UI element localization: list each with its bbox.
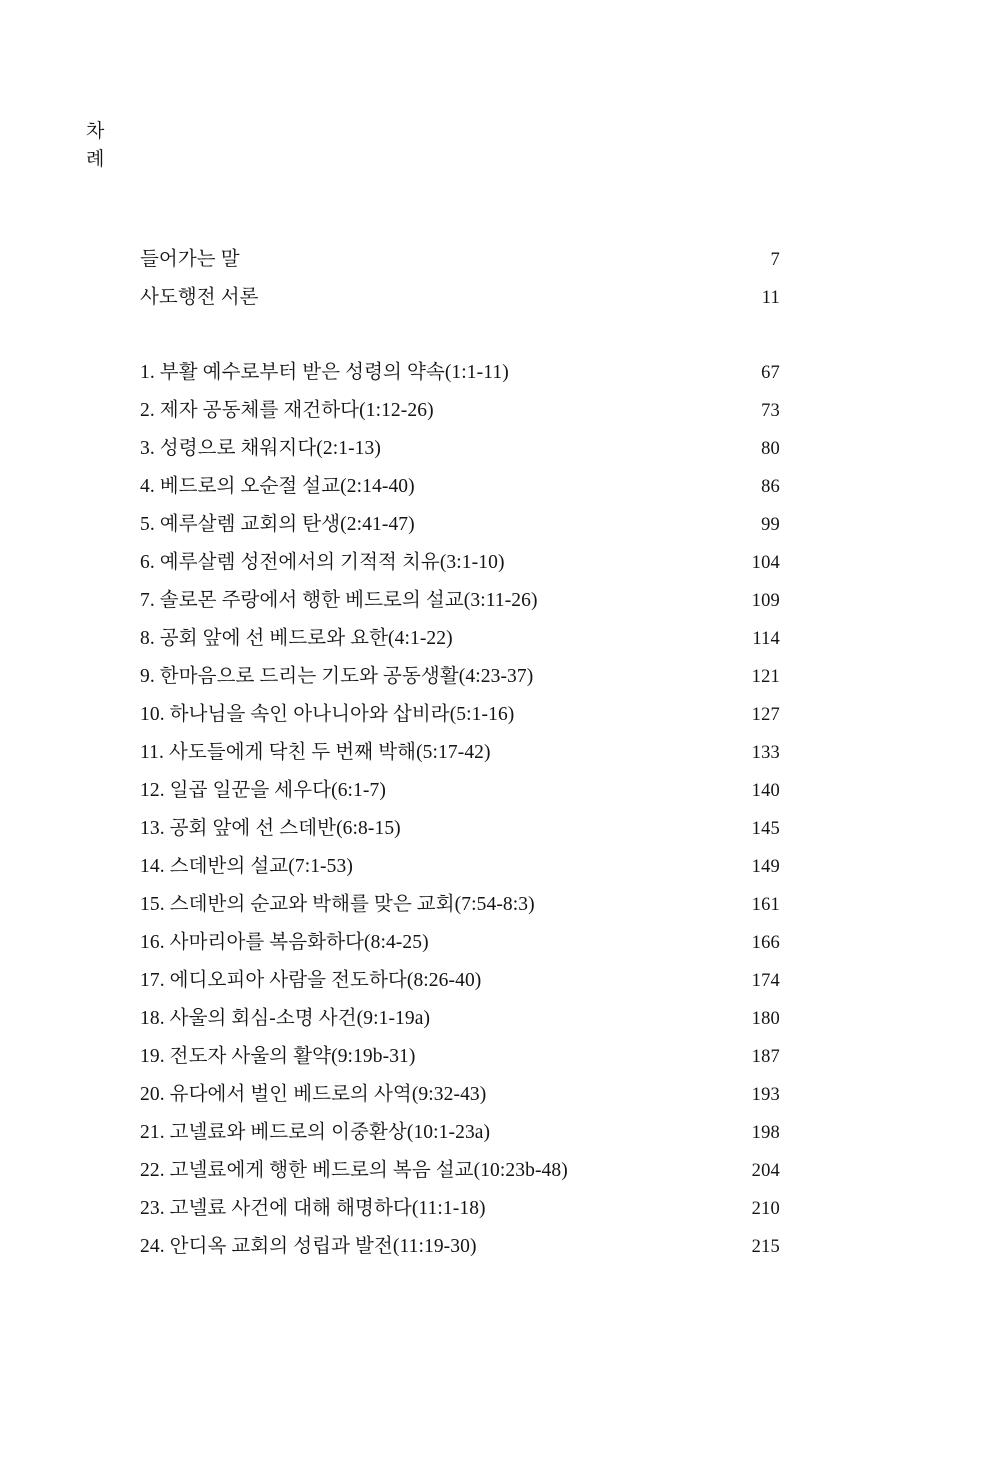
list-item[interactable] [140,250,780,288]
entry-title: 22. 고넬료에게 행한 베드로의 복음 설교(10:23b-48) [140,1160,568,1181]
chapter-list [140,363,780,1275]
entry-title: 5. 예루살렘 교회의 탄생(2:41-47) [140,514,415,535]
table-row[interactable] [140,591,780,629]
table-row[interactable] [140,1085,780,1123]
entry-title: 7. 솔로몬 주랑에서 행한 베드로의 설교(3:11-26) [140,590,538,611]
page-title-char-2: 례 [86,148,105,170]
entry-page-number: 187 [751,1047,780,1067]
entry-page-number: 86 [761,477,780,497]
list-item[interactable] [140,288,780,326]
entry-page-number: 174 [751,971,780,991]
entry-page-number: 193 [751,1085,780,1105]
entry-page-number: 140 [751,781,780,801]
table-row[interactable] [140,439,780,477]
table-row[interactable] [140,1009,780,1047]
entry-page-number: 145 [751,819,780,839]
entry-page-number: 127 [751,705,780,725]
table-row[interactable] [140,477,780,515]
table-row[interactable] [140,1161,780,1199]
entry-title: 1. 부활 예수로부터 받은 성령의 약속(1:1-11) [140,362,509,383]
entry-page-number: 73 [761,401,780,421]
entry-title: 21. 고넬료와 베드로의 이중환상(10:1-23a) [140,1122,491,1143]
entry-title: 20. 유다에서 벌인 베드로의 사역(9:32-43) [140,1084,487,1105]
table-row[interactable] [140,971,780,1009]
page-title-char-1: 차 [86,121,105,142]
entry-title: 2. 제자 공동체를 재건하다(1:12-26) [140,400,434,421]
table-row[interactable] [140,1047,780,1085]
entry-title: 3. 성령으로 채워지다(2:1-13) [140,438,381,459]
table-row[interactable] [140,819,780,857]
table-row[interactable] [140,515,780,553]
entry-page-number: 133 [751,743,780,763]
entry-page-number: 180 [751,1009,780,1029]
entry-title: 18. 사울의 회심-소명 사건(9:1-19a) [140,1008,431,1029]
entry-title: 23. 고넬료 사건에 대해 해명하다(11:1-18) [140,1198,486,1219]
table-row[interactable] [140,857,780,895]
entry-page-number: 67 [761,363,780,383]
entry-title: 19. 전도자 사울의 활약(9:19b-31) [140,1046,416,1067]
entry-title: 9. 한마음으로 드리는 기도와 공동생활(4:23-37) [140,666,534,687]
entry-title: 13. 공회 앞에 선 스데반(6:8-15) [140,818,401,839]
entry-page-number: 121 [751,667,780,687]
entry-page-number: 99 [761,515,780,535]
entry-page-number: 198 [751,1123,780,1143]
entry-title: 8. 공회 앞에 선 베드로와 요한(4:1-22) [140,628,453,649]
entry-title: 17. 에디오피아 사람을 전도하다(8:26-40) [140,970,482,991]
entry-page-number: 104 [751,553,780,573]
entry-title: 12. 일곱 일꾼을 세우다(6:1-7) [140,780,386,801]
entry-title: 4. 베드로의 오순절 설교(2:14-40) [140,476,415,497]
entry-page-number: 109 [751,591,780,611]
table-row[interactable] [140,401,780,439]
entry-page-number: 166 [751,933,780,953]
entry-title: 6. 예루살렘 성전에서의 기적적 치유(3:1-10) [140,552,505,573]
entry-page-number: 210 [751,1199,780,1219]
table-row[interactable] [140,781,780,819]
entry-page-number: 149 [751,857,780,877]
page-title [86,118,126,173]
entry-title: 24. 안디옥 교회의 성립과 발전(11:19-30) [140,1236,477,1257]
entry-page-number: 161 [751,895,780,915]
entry-title: 14. 스데반의 설교(7:1-53) [140,856,353,877]
entry-page-number: 80 [761,439,780,459]
table-row[interactable] [140,629,780,667]
entry-title: 사도행전 서론 [140,287,259,308]
entry-page-number: 114 [752,629,780,649]
entry-title: 10. 하나님을 속인 아나니아와 삽비라(5:1-16) [140,704,515,725]
entry-page-number: 204 [751,1161,780,1181]
entry-page-number: 11 [761,288,780,308]
entry-page-number: 215 [751,1237,780,1257]
entry-title: 11. 사도들에게 닥친 두 번째 박해(5:17-42) [140,742,491,763]
entry-title: 16. 사마리아를 복음화하다(8:4-25) [140,932,429,953]
table-row[interactable] [140,933,780,971]
entry-title: 15. 스데반의 순교와 박해를 맞은 교회(7:54-8:3) [140,894,535,915]
table-row[interactable] [140,1199,780,1237]
entry-title: 들어가는 말 [140,249,240,270]
table-row[interactable] [140,553,780,591]
table-row[interactable] [140,1123,780,1161]
table-row[interactable] [140,363,780,401]
table-row[interactable] [140,667,780,705]
table-row[interactable] [140,743,780,781]
front-matter-list [140,250,780,326]
table-row[interactable] [140,705,780,743]
table-row[interactable] [140,895,780,933]
entry-page-number: 7 [770,250,780,270]
table-row[interactable] [140,1237,780,1275]
